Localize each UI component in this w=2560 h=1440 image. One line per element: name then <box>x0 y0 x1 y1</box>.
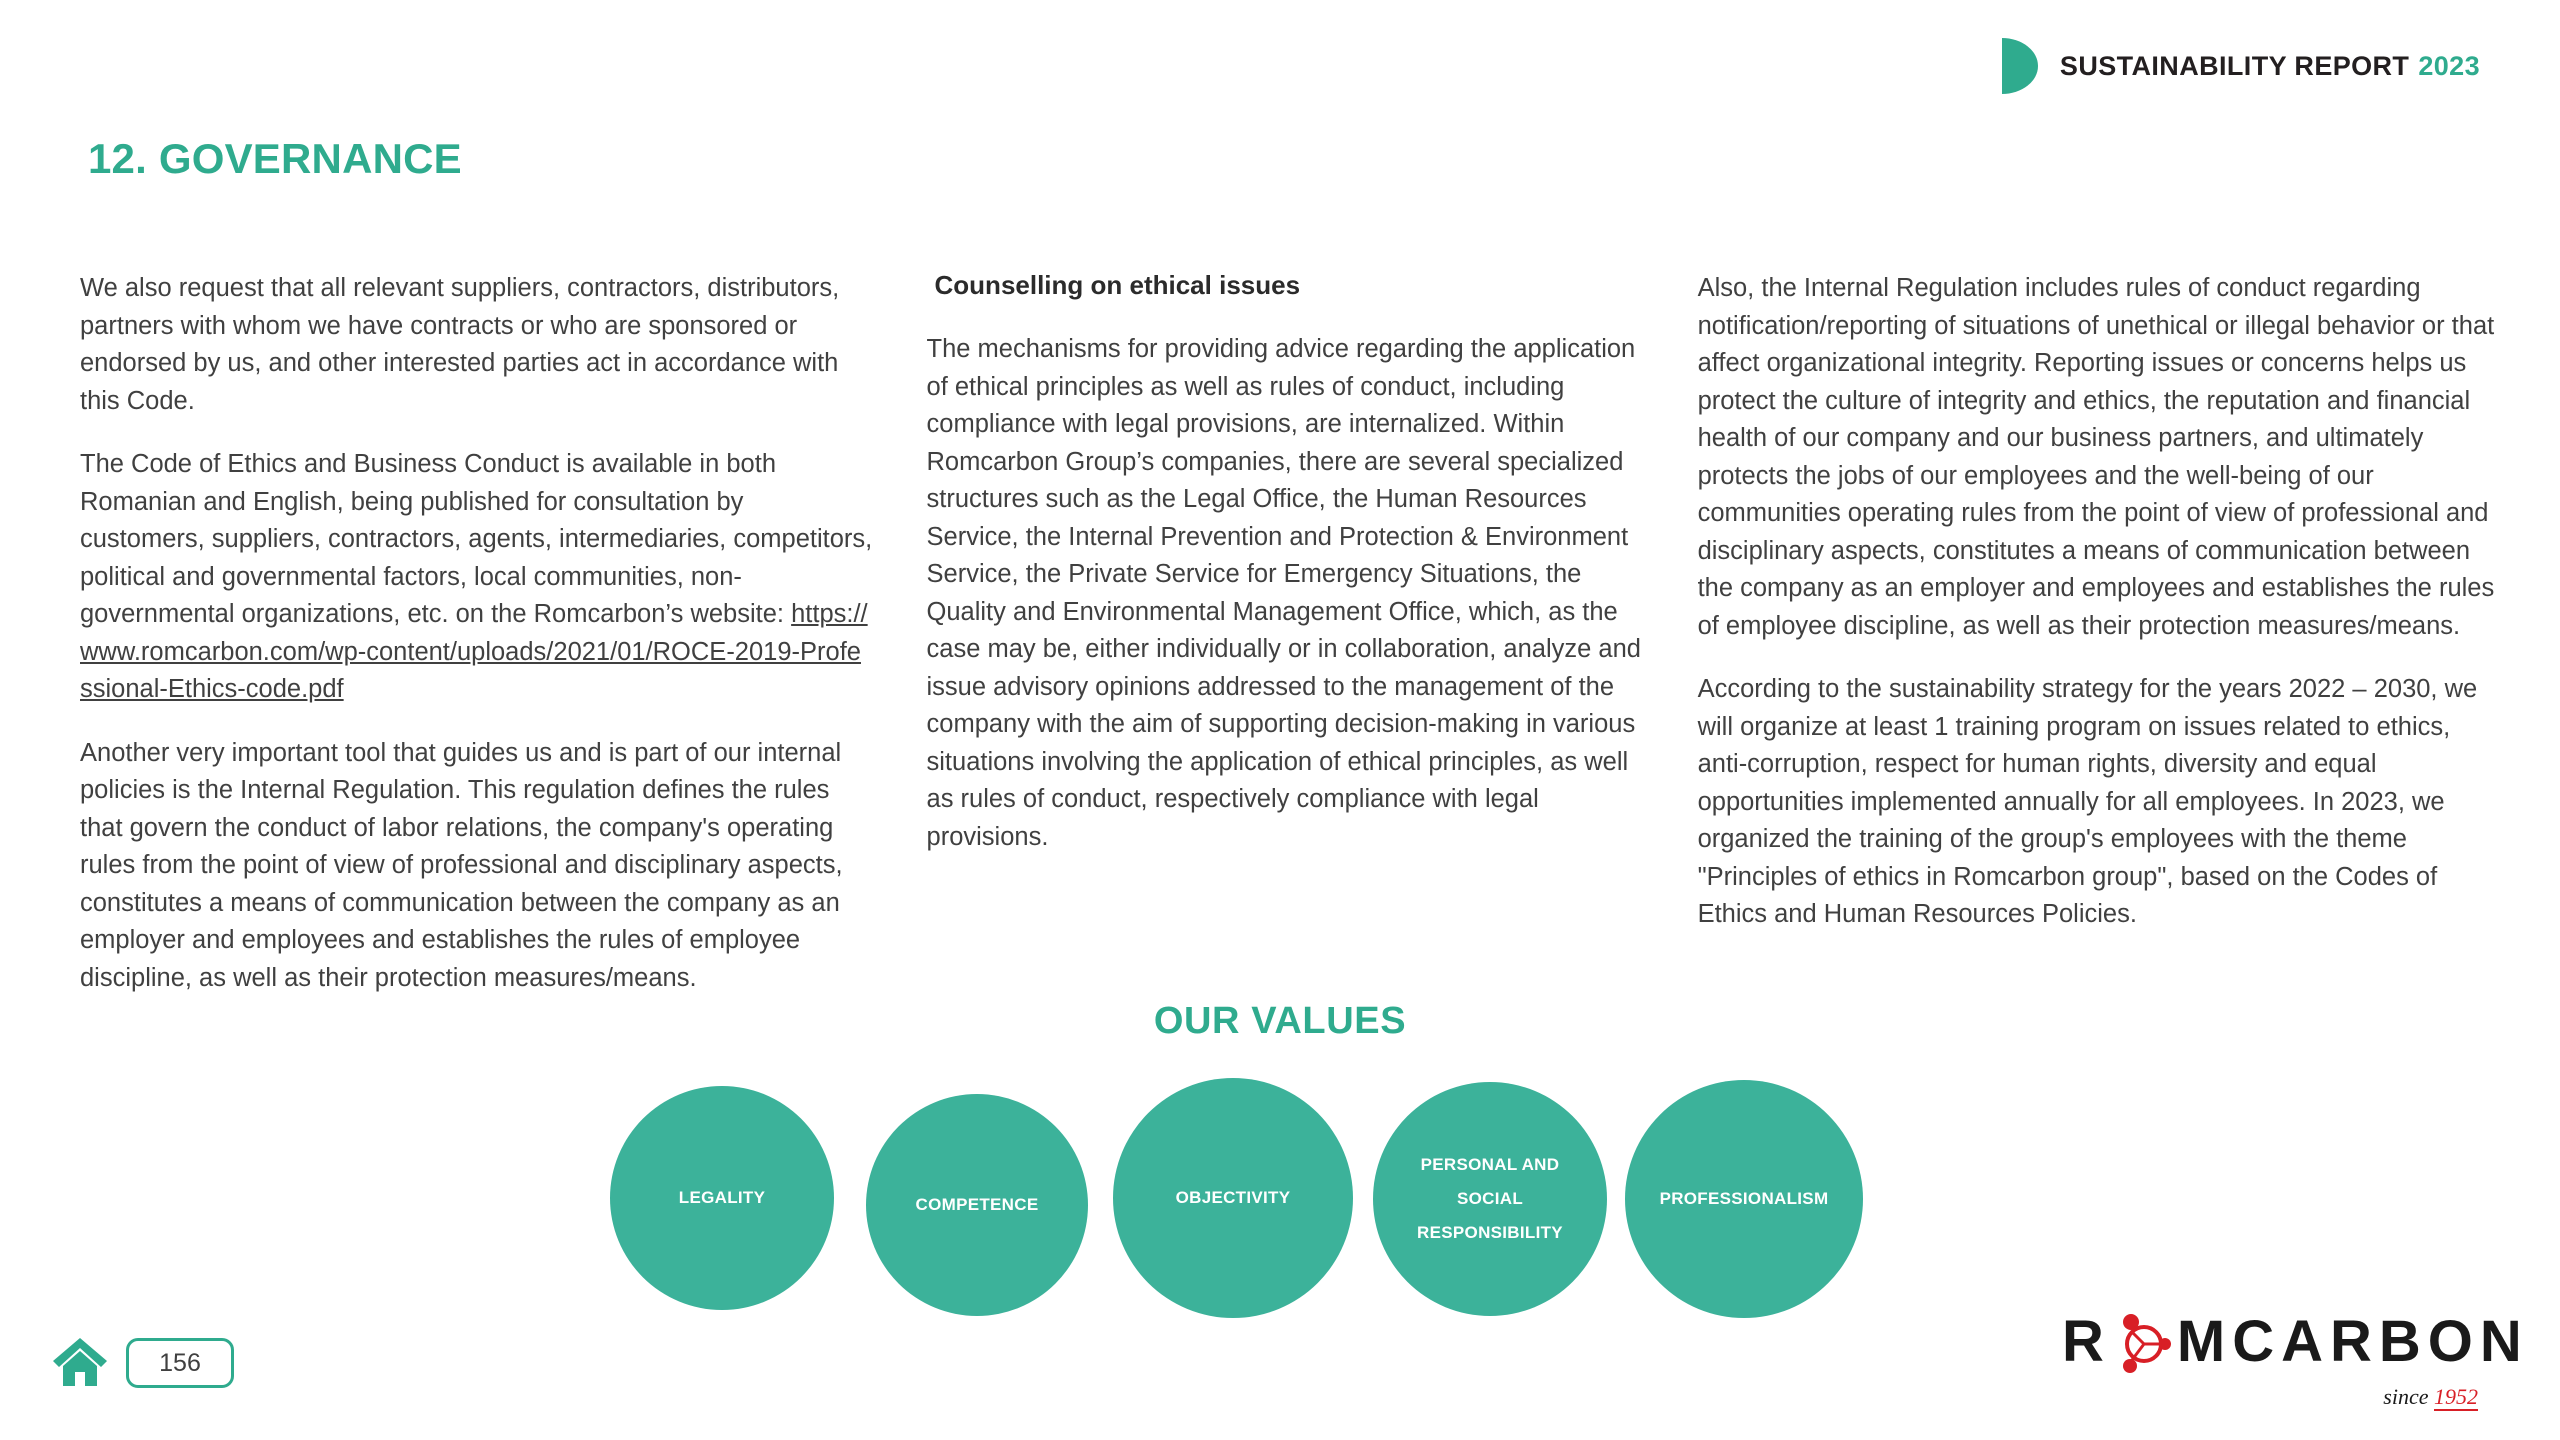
value-circle-personal-social-responsibility <box>1373 1082 1607 1316</box>
home-icon[interactable] <box>52 1336 108 1388</box>
brand-wordmark <box>2062 1308 2529 1375</box>
brand-name-suffix: MCARBON <box>2176 1309 2529 1374</box>
body-columns <box>80 270 2500 997</box>
value-label: OBJECTIVITY <box>1175 1188 1291 1207</box>
paragraph-text: The Code of Ethics and Business Conduct is available in both Romanian and English, being published for consultation by customers, suppliers, contractors, agents, intermediaries, competitors, political and governmental factors, local communities, non-governmental organizations, etc. on the Romcarbon’s website: <box>80 450 873 628</box>
paragraph: Also, the Internal Regulation includes rules of conduct regarding notification/reporting of situations of unethical or illegal behavior or that affect organizational integrity. Reporting issues or concerns helps us protect the culture of integrity and ethics, the reputation and financial health of our company and our business partners, and ultimately protects the jobs of our employees and the well-being of our communities operating rules from the point of view of professional and disciplinary aspects, constitutes a means of communication between the company as an employer and employees and establishes the rules of employee discipline, as well as their protection measures/means. <box>1697 274 2495 640</box>
value-label: COMPETENCE <box>915 1195 1039 1214</box>
paragraph: According to the sustainability strategy for the years 2022 – 2030, we will organize at least 1 training program on issues related to ethics, anti-corruption, respect for human rights, diversity and equal opportunities implemented annually for all employees. In 2023, we organized the training of the group's employees with the theme "Principles of ethics in Romcarbon group", based on the Codes of Ethics and Human Resources Policies. <box>1697 675 2478 928</box>
brand-name-prefix: R <box>2062 1309 2111 1374</box>
page-header <box>2002 38 2480 94</box>
half-circle-mark-icon <box>2002 38 2038 94</box>
paragraph: The mechanisms for providing advice regarding the application of ethical principles as well as rules of conduct, including compliance with legal provisions, are internalized. Within Romcarbon Group’s companies, there are several specialized structures such as the Legal Office, the Human Resources Service, the Internal Prevention and Protection & Environment Service, the Private Service for Emergency Situations, the Quality and Environmental Management Office, which, as the case may be, either individually or in collaboration, analyze and issue advisory opinions addressed to the management of the company with the aim of supporting decision-making in various situations involving the application of ethical principles, as well as rules of conduct, respectively compliance with legal provisions. <box>926 335 1641 851</box>
romcarbon-logo <box>2062 1308 2529 1412</box>
header-title-group <box>2060 51 2480 82</box>
subsection-heading: Counselling on ethical issues <box>934 270 1301 300</box>
page-number: 156 <box>159 1348 201 1377</box>
value-circle-professionalism <box>1625 1080 1863 1318</box>
paragraph-with-link <box>80 446 873 709</box>
brand-since-word: since <box>2383 1384 2429 1409</box>
column-one <box>80 270 873 997</box>
atom-molecule-icon <box>2111 1312 2177 1372</box>
value-label: PROFESSIONALISM <box>1659 1189 1829 1208</box>
our-values-title: OUR VALUES <box>1153 1000 1407 1042</box>
header-title: SUSTAINABILITY REPORT <box>2059 50 2410 81</box>
brand-since-year: 1952 <box>2434 1384 2478 1409</box>
value-circle-competence <box>866 1094 1088 1316</box>
page-title: 12. GOVERNANCE <box>88 135 462 182</box>
ethics-code-link[interactable]: https://www.romcarbon.com/wp-content/uploads/2021/01/ROCE-2019-Professional-Ethics-code.pdf <box>80 600 868 703</box>
paragraph: Another very important tool that guides us and is part of our internal policies is the Internal Regulation. This regulation defines the rules that govern the conduct of labor relations, the company's operating rules from the point of view of professional and disciplinary aspects, constitutes a means of communication between the company as an employer and employees and establishes the rules of employee discipline, as well as their protection measures/means. <box>80 738 843 992</box>
header-year: 2023 <box>2418 50 2480 81</box>
column-two <box>909 270 1662 856</box>
value-circle-objectivity <box>1113 1078 1353 1318</box>
our-values-diagram <box>610 1070 1940 1320</box>
value-label: LEGALITY <box>678 1188 766 1207</box>
value-circle-legality <box>610 1086 834 1310</box>
page-number-box[interactable] <box>126 1338 234 1388</box>
value-label: PERSONAL AND SOCIAL RESPONSIBILITY <box>1417 1155 1563 1242</box>
paragraph: We also request that all relevant suppliers, contractors, distributors, partners with whom we have contracts or who are sponsored or endorsed by us, and other interested parties act in accordance with this Code. <box>80 274 840 415</box>
column-three <box>1698 270 2500 934</box>
brand-since-tagline <box>2383 1384 2478 1410</box>
